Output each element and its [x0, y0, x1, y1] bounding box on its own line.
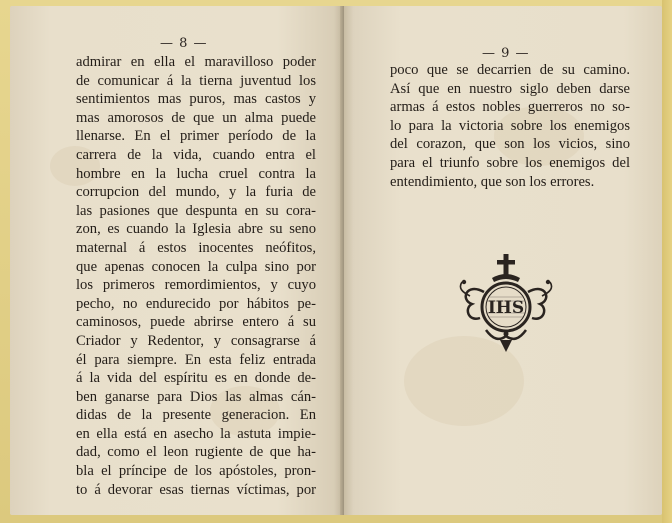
text-line: maternal á estos inocentes neófitos, [76, 239, 316, 256]
text-line: Criador y Redentor, y consagrarse á [76, 332, 316, 349]
text-line: mas amorosos de que un alma puede [76, 109, 316, 126]
book-cover-edge [662, 0, 672, 523]
page-number-left: — 8 — [160, 36, 208, 51]
text-line: sentimientos mas puros, mas castos y [76, 91, 316, 108]
text-line: carrera de la vida, cuando entra el [76, 146, 316, 163]
left-page [10, 6, 344, 515]
text-line: á la vida del espíritu es en donde de- [76, 370, 316, 387]
text-line: Así que en nuestro siglo deben darse [390, 80, 630, 97]
page-number-right: — 9 — [482, 46, 530, 61]
text-line: armas á estos nobles guerreros no so- [390, 99, 630, 116]
text-line: lo para la victoria sobre los enemigos [390, 117, 630, 134]
text-line: entendimiento, que son los errores. [390, 173, 595, 190]
text-line: didas de la presente generacion. En [76, 407, 316, 424]
text-line: admirar en ella el maravilloso poder [76, 54, 316, 70]
text-line: de comunicar á la tierna juventud los [76, 72, 316, 89]
ihs-monogram: IHS [487, 298, 525, 318]
text-line: dad, como el leon rugiente de que ha- [76, 444, 316, 461]
text-line: poco que se decarrien de su camino. [390, 62, 630, 78]
text-line: del corazon, que son los vicios, sino [390, 136, 630, 153]
text-line: que apenas conocen la culpa sino por [76, 258, 316, 275]
text-line: corrupcion del mundo, y la furia de [76, 184, 316, 201]
text-line: pecho, no endurecido por hábitos pe- [76, 295, 316, 312]
text-line: zon, es cuando la Iglesia abre su seno [76, 221, 316, 238]
text-line: to á devorar esas tiernas víctimas, por [76, 481, 316, 498]
text-line: las pasiones que despunta en su cora- [76, 202, 316, 219]
text-line: llenarse. En el primer período de la [76, 128, 316, 145]
text-line: hombre en la lucha cruel contra la [76, 165, 316, 182]
text-line: él para siempre. En esta feliz entrada [76, 351, 316, 368]
text-line: para el triunfo sobre los enemigos del [390, 154, 630, 171]
text-line: caminosos, puede abrirse entero á su [76, 314, 316, 331]
text-line: bla el príncipe de los apóstoles, pron- [76, 463, 316, 480]
left-page-text [76, 53, 316, 499]
right-page [344, 6, 662, 515]
text-line: los primeros remordimientos, y cuyo [76, 277, 316, 294]
right-page-text [390, 61, 630, 191]
cross-ihs-vignette-icon [456, 252, 556, 357]
text-line: ben ganarse para Dios las almas cán- [76, 388, 316, 405]
text-line: en ella está en asecho la astuta impie- [76, 425, 316, 442]
